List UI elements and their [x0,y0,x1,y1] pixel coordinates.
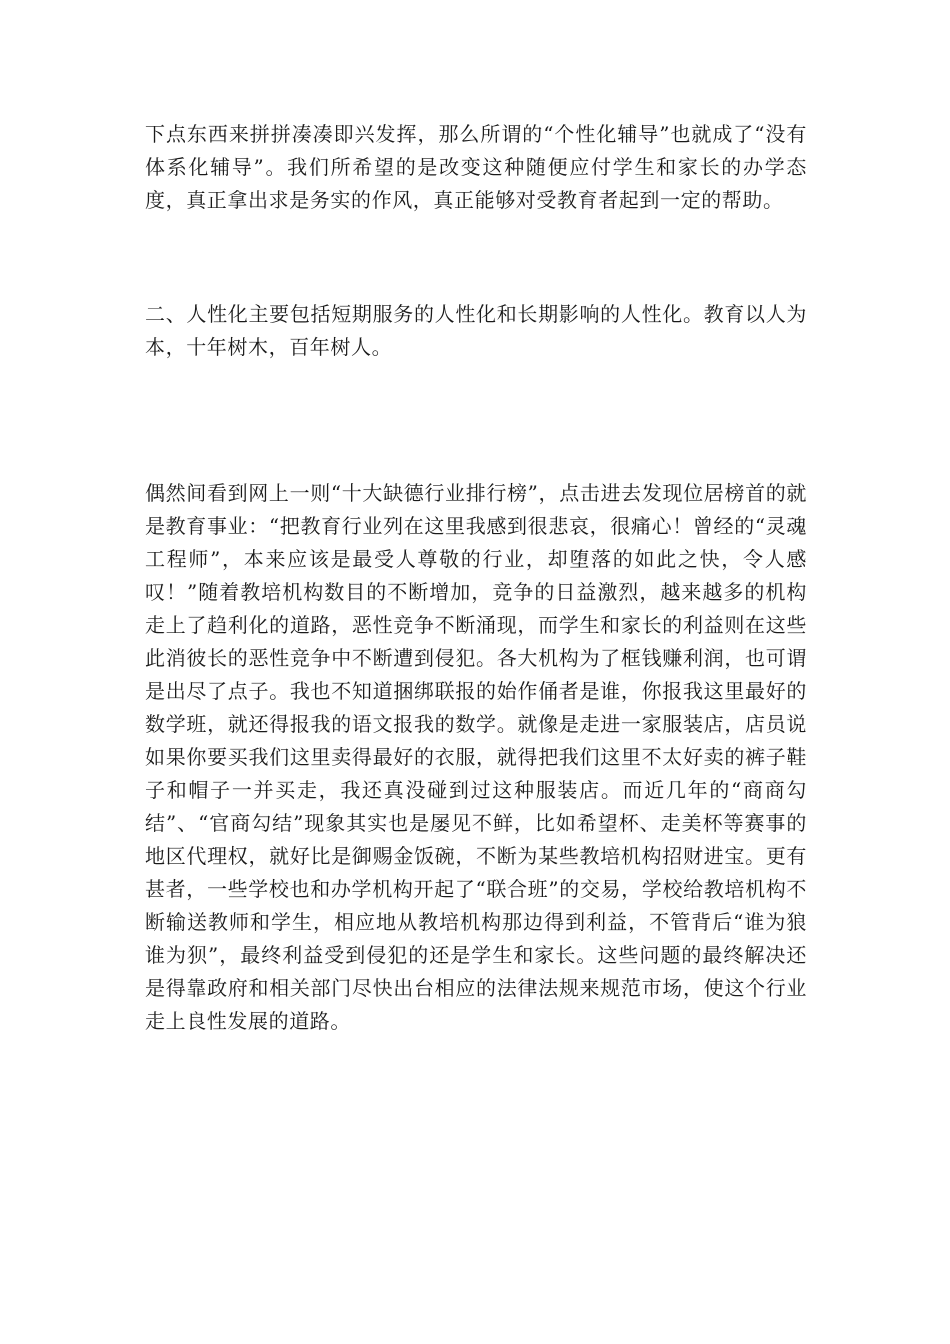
paragraph-2: 二、人性化主要包括短期服务的人性化和长期影响的人性化。教育以人为本，十年树木，百年树人。 [145,302,807,359]
paragraph-1: 下点东西来拼拼凑凑即兴发挥，那么所谓的“个性化辅导”也就成了“没有体系化辅导”。我们所希望的是改变这种随便应付学生和家长的办学态度，真正拿出求是务实的作风，真正能够对受教育者起到一定的帮助。 [145,122,807,212]
document-body [145,118,807,1038]
paragraph-3: 偶然间看到网上一则“十大缺德行业排行榜”，点击进去发现位居榜首的就是教育事业：“把教育行业列在这里我感到很悲哀，很痛心！曾经的“灵魂工程师”，本来应该是最受人尊敬的行业，却堕落的如此之快，令人感叹！”随着教培机构数目的不断增加，竞争的日益激烈，越来越多的机构走上了趋利化的道路，恶性竞争不断涌现，而学生和家长的利益则在这些此消彼长的恶性竞争中不断遭到侵犯。各大机构为了框钱赚利润，也可谓是出尽了点子。我也不知道捆绑联报的始作俑者是谁，你报我这里最好的数学班，就还得报我的语文报我的数学。就像是走进一家服装店，店员说如果你要买我们这里卖得最好的衣服，就得把我们这里不太好卖的裤子鞋子和帽子一并买走，我还真没碰到过这种服装店。而近几年的“商商勾结”、“官商勾结”现象其实也是屡见不鲜，比如希望杯、走美杯等赛事的地区代理权，就好比是御赐金饭碗，不断为某些教培机构招财进宝。更有甚者，一些学校也和办学机构开起了“联合班”的交易，学校给教培机构不断输送教师和学生，相应地从教培机构那边得到利益，不管背后“谁为狼谁为狈”，最终利益受到侵犯的还是学生和家长。这些问题的最终解决还是得靠政府和相关部门尽快出台相应的法律法规来规范市场，使这个行业走上良性发展的道路。 [145,481,807,1033]
